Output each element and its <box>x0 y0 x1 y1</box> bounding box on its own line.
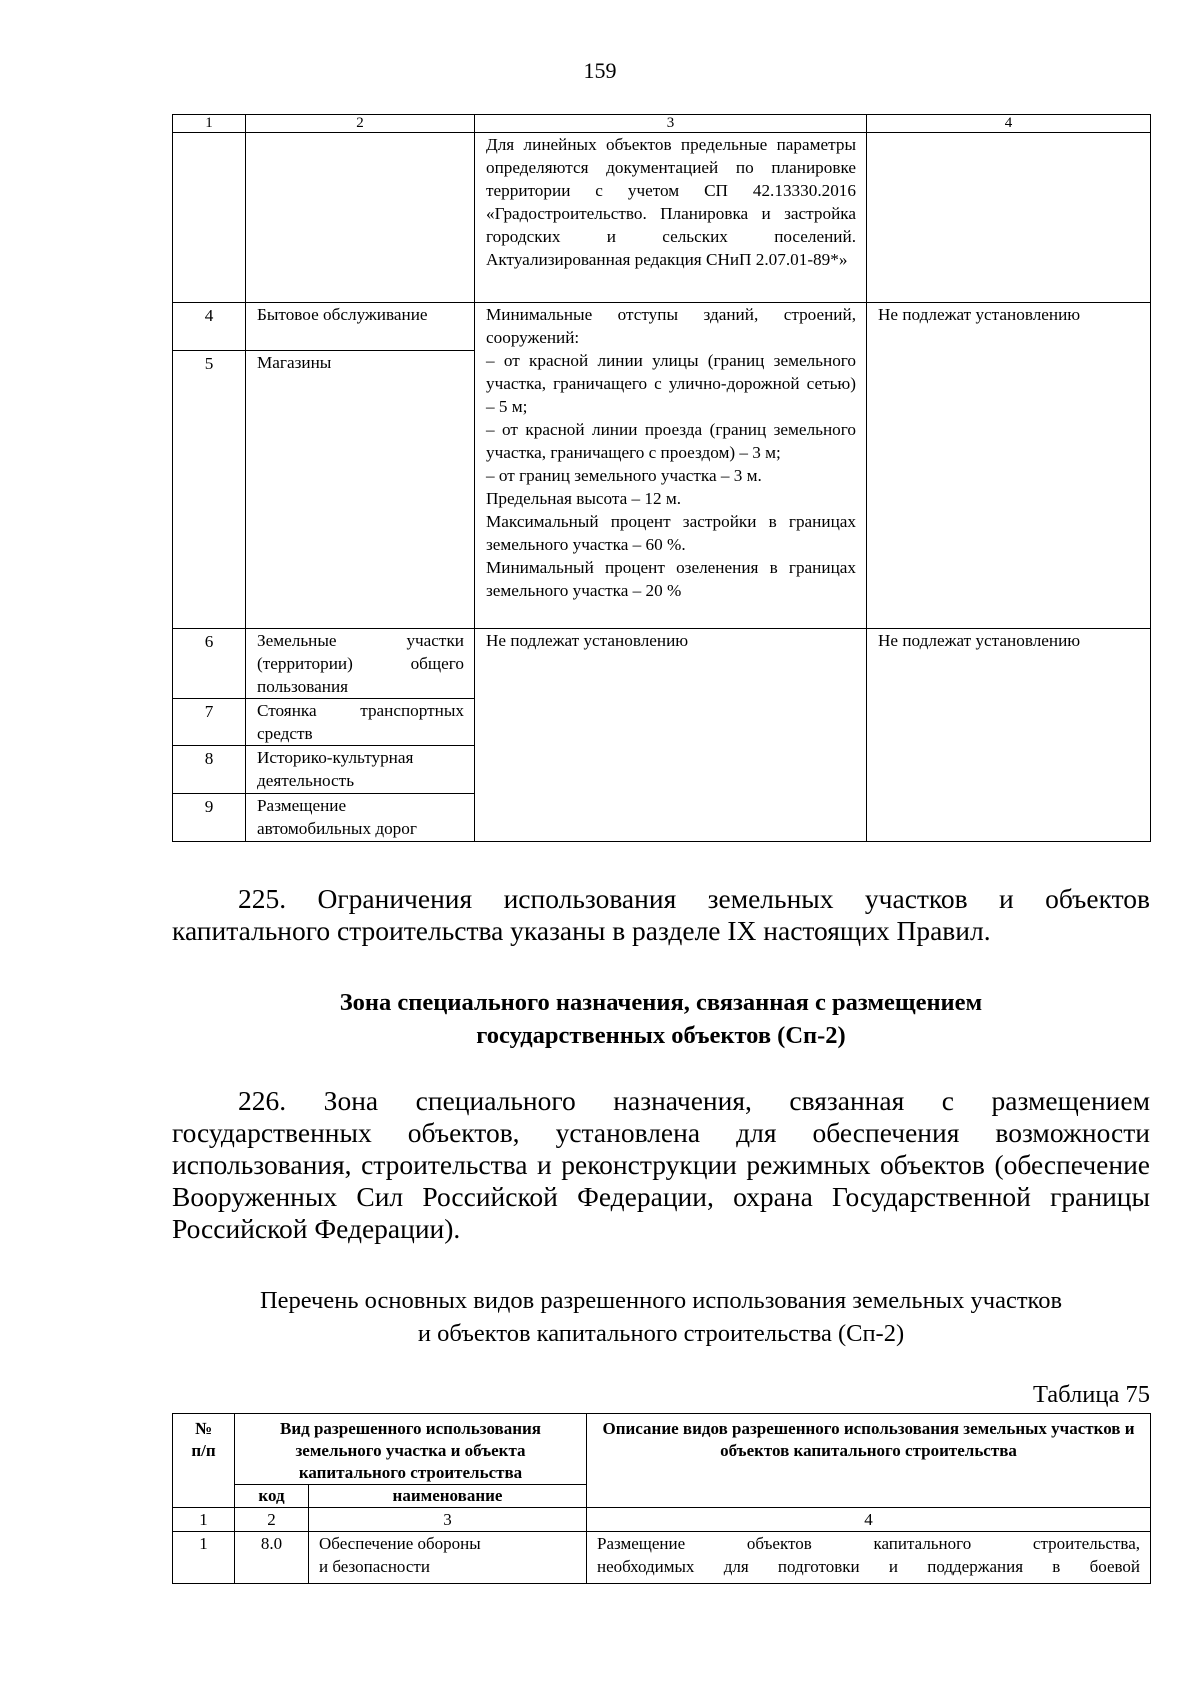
column-number-3: 3 <box>309 1508 587 1532</box>
list-caption-line: и объектов капитального строительства (Сп-2) <box>417 1320 905 1347</box>
column-number-4: 4 <box>867 115 1151 133</box>
list-caption-line: Перечень основных видов разрешенного использования земельных участков <box>259 1287 1063 1314</box>
paragraph-225: 225. Ограничения использования земельных участков и объектов капитального строительства указаны в разделе IX настоящих Правил. <box>172 883 1150 946</box>
list-caption <box>172 1284 1150 1350</box>
permitted-use-table <box>172 1413 1151 1584</box>
setback-parameters-cell <box>475 303 867 629</box>
use-name <box>309 1532 587 1584</box>
row-number: 8 <box>173 746 246 794</box>
table-row <box>173 629 1151 699</box>
use-type-name: Земельные участки (территории) общего пользования <box>246 629 475 699</box>
column-number-1: 1 <box>173 1508 235 1532</box>
use-description-line: Размещение объектов капитального строительства, <box>597 1534 1140 1553</box>
section-heading-line: Зона специального назначения, связанная с размещением <box>339 989 983 1016</box>
row-number: 4 <box>173 303 246 351</box>
table-cell <box>173 133 246 303</box>
setback-intro: Минимальные отступы зданий, строений, сооружений: <box>486 305 856 347</box>
header-name: наименование <box>309 1485 587 1508</box>
row-number: 5 <box>173 351 246 629</box>
table-row <box>173 303 1151 351</box>
header-row-number: № п/п <box>173 1414 235 1508</box>
table-row <box>173 1532 1151 1584</box>
use-type-name: Бытовое обслуживание <box>246 303 475 351</box>
use-description <box>587 1532 1151 1584</box>
table-row-continued <box>173 133 1151 303</box>
use-name-line: Обеспечение обороны <box>319 1534 481 1553</box>
not-established-cell: Не подлежат установлению <box>867 629 1151 842</box>
max-building-coverage: Максимальный процент застройки в границах земельного участка – 60 %. <box>486 512 856 554</box>
row-number: 9 <box>173 794 246 842</box>
header-use-kind: Вид разрешенного использования земельного участка и объекта капитального строительства <box>235 1414 587 1485</box>
page-number: 159 <box>583 58 617 83</box>
setback-street: – от красной линии улицы (границ земельного участка, граничащего с улично-дорожной сетью) – 5 м; <box>486 351 856 416</box>
table-cell <box>246 133 475 303</box>
setback-boundary: – от границ земельного участка – 3 м. <box>486 466 762 485</box>
use-name-line: и безопасности <box>319 1557 430 1576</box>
min-greening: Минимальный процент озеленения в границах земельного участка – 20 % <box>486 558 856 600</box>
row-number: 6 <box>173 629 246 699</box>
paragraph-226: 226. Зона специального назначения, связанная с размещением государственных объектов, установлена для обеспечения возможности использования, строительства и реконструкции режимных объектов (обеспечение Вооруженных Сил Российской Федерации, охрана Государственной границы Российской Федерации). <box>172 1085 1150 1244</box>
max-height: Предельная высота – 12 м. <box>486 489 682 508</box>
zoning-parameters-table <box>172 114 1151 842</box>
setback-driveway: – от красной линии проезда (границ земельного участка, граничащего с проездом) – 3 м; <box>486 420 856 462</box>
use-type-name: Стоянка транспортных средств <box>246 699 475 746</box>
section-heading-line: государственных объектов (Сп-2) <box>476 1022 846 1049</box>
header-description: Описание видов разрешенного использования земельных участков и объектов капитального строительства <box>587 1414 1151 1508</box>
column-number-4: 4 <box>587 1508 1151 1532</box>
table-cell <box>867 133 1151 303</box>
table-label: Таблица 75 <box>1032 1381 1150 1408</box>
not-established-cell: Не подлежат установлению <box>475 629 867 842</box>
use-type-name: Магазины <box>246 351 475 629</box>
linear-objects-parameters-text: Для линейных объектов предельные параметры определяются документацией по планировке территории с учетом СП 42.13330.2016 «Градостроительство. Планировка и застройка городских и сельских поселений. Актуализированная редакция СНиП 2.07.01-89*» <box>475 133 867 303</box>
column-number-2: 2 <box>246 115 475 133</box>
table-header-row <box>173 1414 1151 1485</box>
use-type-name: Историко-культурная деятельность <box>246 746 475 794</box>
section-heading <box>172 986 1150 1052</box>
header-code: код <box>235 1485 309 1508</box>
column-number-1: 1 <box>173 115 246 133</box>
row-number: 1 <box>173 1532 235 1584</box>
column-number-3: 3 <box>475 115 867 133</box>
column-number-2: 2 <box>235 1508 309 1532</box>
use-code: 8.0 <box>235 1532 309 1584</box>
table-header-row <box>173 115 1151 133</box>
use-description-line: необходимых для подготовки и поддержания в боевой <box>597 1557 1140 1576</box>
use-type-name: Размещение автомобильных дорог <box>246 794 475 842</box>
row-number: 7 <box>173 699 246 746</box>
not-established-cell: Не подлежат установлению <box>867 303 1151 629</box>
column-number-row <box>173 1508 1151 1532</box>
